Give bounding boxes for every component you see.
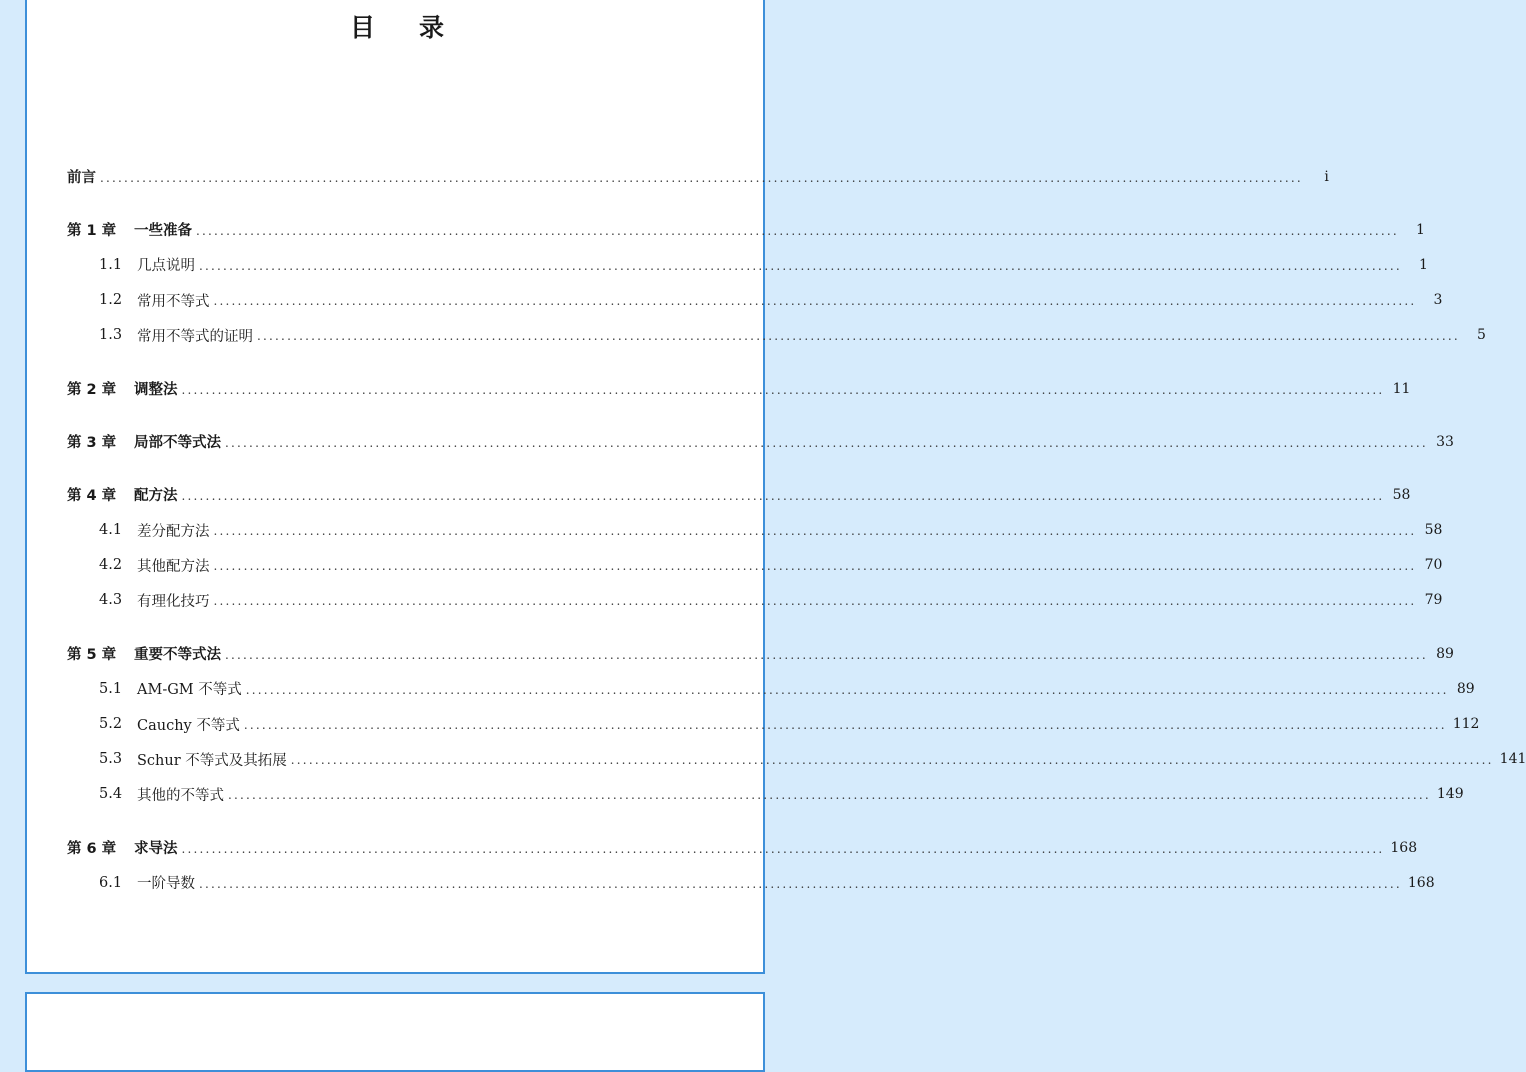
chapter-title: 重要不等式法 — [134, 647, 221, 664]
toc-entry-label: 前言 — [67, 170, 96, 187]
section-title: 一阶导数 — [137, 876, 195, 893]
toc-page-number: 11 — [1392, 380, 1411, 397]
toc-entry-section-5-2[interactable] — [67, 706, 1480, 741]
toc-entry-section-1-2[interactable] — [67, 283, 1443, 318]
chapter-title: 配方法 — [134, 488, 178, 505]
toc-entry-section-5-4[interactable] — [67, 777, 1464, 812]
toc-entry-chapter-3[interactable] — [67, 424, 1454, 459]
leader-dots: ........................................................................................................................................................................................................ — [100, 170, 1303, 185]
title-char-1: 目 — [349, 13, 375, 42]
toc-page-number: 70 — [1424, 557, 1443, 574]
chapter-title: 局部不等式法 — [134, 435, 221, 452]
leader-dots: ........................................................................................................................................................................................................ — [213, 594, 1417, 609]
section-title: 差分配方法 — [137, 523, 210, 540]
toc-page-number: 79 — [1424, 592, 1443, 609]
toc-page-number: 89 — [1436, 645, 1454, 662]
toc-entry-section-1-3[interactable] — [67, 318, 1486, 353]
section-title: 常用不等式的证明 — [137, 328, 253, 345]
leader-dots: ........................................................................................................................................................................................................ — [181, 841, 1385, 856]
page-title — [27, 8, 767, 44]
toc-page-number: 3 — [1433, 292, 1443, 309]
section-number: 1.1 — [99, 256, 123, 273]
leader-dots: ........................................................................................................................................................................................................ — [245, 682, 1449, 697]
toc-page-number: 168 — [1390, 839, 1418, 856]
toc-entry-chapter-1[interactable] — [67, 212, 1425, 247]
section-title: Schur 不等式及其拓展 — [137, 752, 287, 769]
section-title: Cauchy 不等式 — [137, 717, 240, 734]
section-title: 有理化技巧 — [137, 593, 210, 610]
section-number: 4.2 — [99, 557, 123, 574]
toc-page-number: 149 — [1436, 786, 1464, 803]
toc-page-number: 112 — [1452, 716, 1480, 733]
toc-page-number: 168 — [1407, 874, 1435, 891]
chapter-spacer — [67, 812, 715, 830]
toc-entry-chapter-5[interactable] — [67, 636, 1454, 671]
leader-dots: ........................................................................................................................................................................................................ — [243, 718, 1447, 733]
title-char-2: 录 — [419, 13, 445, 42]
toc-page-number: 141 — [1499, 751, 1526, 768]
leader-dots: ........................................................................................................................................................................................................ — [213, 524, 1417, 539]
leader-dots: ........................................................................................................................................................................................................ — [181, 488, 1385, 503]
leader-dots: ........................................................................................................................................................................................................ — [196, 223, 1399, 238]
chapter-title: 求导法 — [134, 841, 178, 858]
toc-entry-preface[interactable] — [67, 159, 1329, 194]
leader-dots: ........................................................................................................................................................................................................ — [257, 329, 1460, 344]
page-2 — [25, 992, 765, 1072]
toc-entry-chapter-6[interactable] — [67, 830, 1418, 865]
section-number: 4.3 — [99, 592, 123, 609]
section-title: 常用不等式 — [137, 293, 210, 310]
leader-dots: ........................................................................................................................................................................................................ — [225, 435, 1428, 450]
toc-entry-section-5-1[interactable] — [67, 671, 1475, 706]
toc-page-number: 58 — [1424, 522, 1443, 539]
leader-dots: ........................................................................................................................................................................................................ — [213, 294, 1417, 309]
chapter-spacer — [67, 353, 715, 371]
leader-dots: ........................................................................................................................................................................................................ — [228, 788, 1431, 803]
chapter-title: 调整法 — [134, 382, 178, 399]
section-title: 几点说明 — [137, 258, 195, 275]
chapter-spacer — [67, 406, 715, 424]
toc-page-number: 1 — [1418, 256, 1428, 273]
table-of-contents — [67, 159, 1526, 900]
toc-page-number: 33 — [1436, 433, 1454, 450]
toc-entry-section-1-1[interactable] — [67, 247, 1428, 282]
toc-entry-section-4-3[interactable] — [67, 583, 1443, 618]
chapter-number: 第 4 章 — [67, 488, 117, 505]
section-number: 5.1 — [99, 680, 123, 697]
chapter-number: 第 3 章 — [67, 435, 117, 452]
section-title: 其他配方法 — [137, 558, 210, 575]
chapter-number: 第 5 章 — [67, 647, 117, 664]
chapter-number: 第 2 章 — [67, 382, 117, 399]
toc-entry-section-5-3[interactable] — [67, 742, 1526, 777]
section-number: 1.2 — [99, 292, 123, 309]
section-number: 5.2 — [99, 716, 123, 733]
toc-entry-chapter-4[interactable] — [67, 477, 1411, 512]
section-number: 6.1 — [99, 874, 123, 891]
chapter-spacer — [67, 194, 715, 212]
toc-page-number: 89 — [1456, 680, 1475, 697]
toc-page-number: 1 — [1415, 221, 1425, 238]
chapter-spacer — [67, 618, 715, 636]
toc-entry-section-4-1[interactable] — [67, 513, 1443, 548]
section-number: 5.4 — [99, 786, 123, 803]
toc-entry-chapter-2[interactable] — [67, 371, 1411, 406]
leader-dots: ........................................................................................................................................................................................................ — [181, 382, 1385, 397]
section-number: 4.1 — [99, 522, 123, 539]
toc-page-number: 58 — [1392, 486, 1411, 503]
section-title: AM-GM 不等式 — [137, 682, 242, 699]
chapter-list — [67, 194, 1526, 900]
chapter-spacer — [67, 459, 715, 477]
leader-dots: ........................................................................................................................................................................................................ — [199, 258, 1402, 273]
leader-dots: ........................................................................................................................................................................................................ — [290, 753, 1494, 768]
toc-entry-section-6-1[interactable] — [67, 865, 1435, 900]
toc-page-number: 5 — [1476, 327, 1486, 344]
chapter-number: 第 6 章 — [67, 841, 117, 858]
section-number: 1.3 — [99, 327, 123, 344]
chapter-title: 一些准备 — [134, 223, 192, 240]
section-title: 其他的不等式 — [137, 787, 224, 804]
chapter-number: 第 1 章 — [67, 223, 117, 240]
toc-page-number: i — [1324, 168, 1329, 185]
section-number: 5.3 — [99, 751, 123, 768]
leader-dots: ........................................................................................................................................................................................................ — [225, 647, 1428, 662]
leader-dots: ........................................................................................................................................................................................................ — [199, 876, 1402, 891]
leader-dots: ........................................................................................................................................................................................................ — [213, 559, 1417, 574]
toc-entry-section-4-2[interactable] — [67, 548, 1443, 583]
page-1 — [25, 0, 1526, 974]
